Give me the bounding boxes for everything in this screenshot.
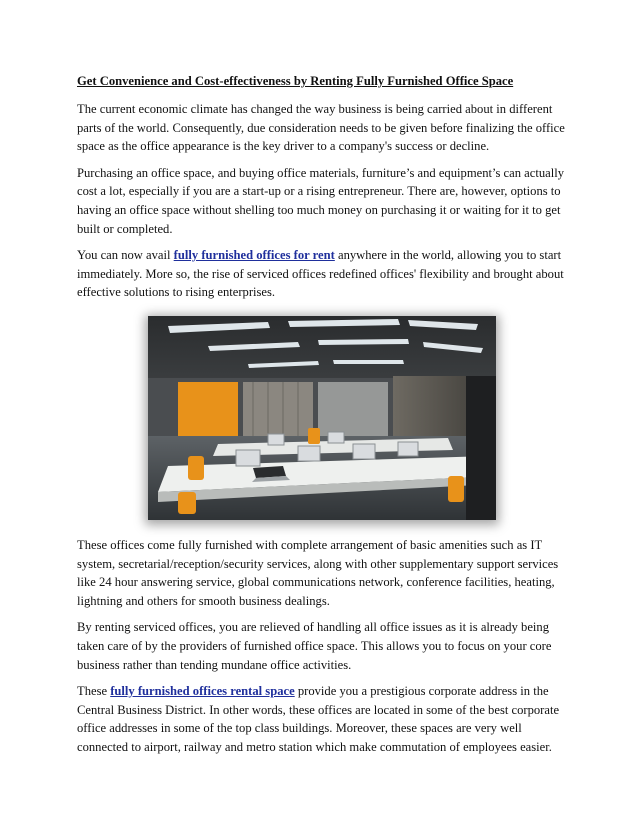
paragraph-avail-offices xyxy=(77,246,567,302)
paragraph-text: These xyxy=(77,684,111,699)
link-fully-furnished-offices-rental-space[interactable]: fully furnished offices rental space xyxy=(110,684,295,699)
paragraph-text: provide you a prestigious corporate address in the Central Business District. In other words, these offices are located in some of the best corporate office addresses in some of the top class buildings. Moreover, these spaces are very well connected to airport, railway and metro station which make commutation of employees easier. xyxy=(77,684,560,754)
document-title: Get Convenience and Cost-effectiveness by Renting Fully Furnished Office Space xyxy=(77,74,514,88)
paragraph-purchasing-costs: Purchasing an office space, and buying office materials, furniture’s and equipment’s can actually cost a lot, especially if you are a start-up or a rising entrepreneur. There are, however, options to having an office space without shelling too much money on purchasing it or waiting for it to get built or completed. xyxy=(77,165,565,236)
office-interior-photo xyxy=(148,316,496,520)
link-fully-furnished-offices-for-rent[interactable]: fully furnished offices for rent xyxy=(173,248,335,263)
paragraph-economic-climate: The current economic climate has changed the way business is being carried about in different parts of the world. Consequently, due consideration needs to be given before finalizing the office space as the office appearance is the key driver to a company's success or decline. xyxy=(77,102,565,154)
paragraph-relieved: By renting serviced offices, you are relieved of handling all office issues as it is already being taken care of by the providers of furnished office space. This allows you to focus on your core business rather than tending mundane office activities. xyxy=(77,620,552,672)
paragraph-text: You can now avail xyxy=(77,248,174,263)
paragraph-amenities: These offices come fully furnished with complete arrangement of basic amenities such as IT system, secretarial/reception/security services, along with other supplementary support services like 24 hour answering service, global communications network, conference facilities, heating, lightning and others for smooth business dealings. xyxy=(77,537,559,608)
document-body xyxy=(77,72,567,764)
paragraph-text: anywhere in the world, allowing you to start immediately. More so, the rise of serviced offices redefined offices' flexibility and brought about effective solutions to rising enterprises. xyxy=(77,248,564,300)
office-illustration xyxy=(148,316,496,520)
paragraph-corporate-address xyxy=(77,682,567,756)
